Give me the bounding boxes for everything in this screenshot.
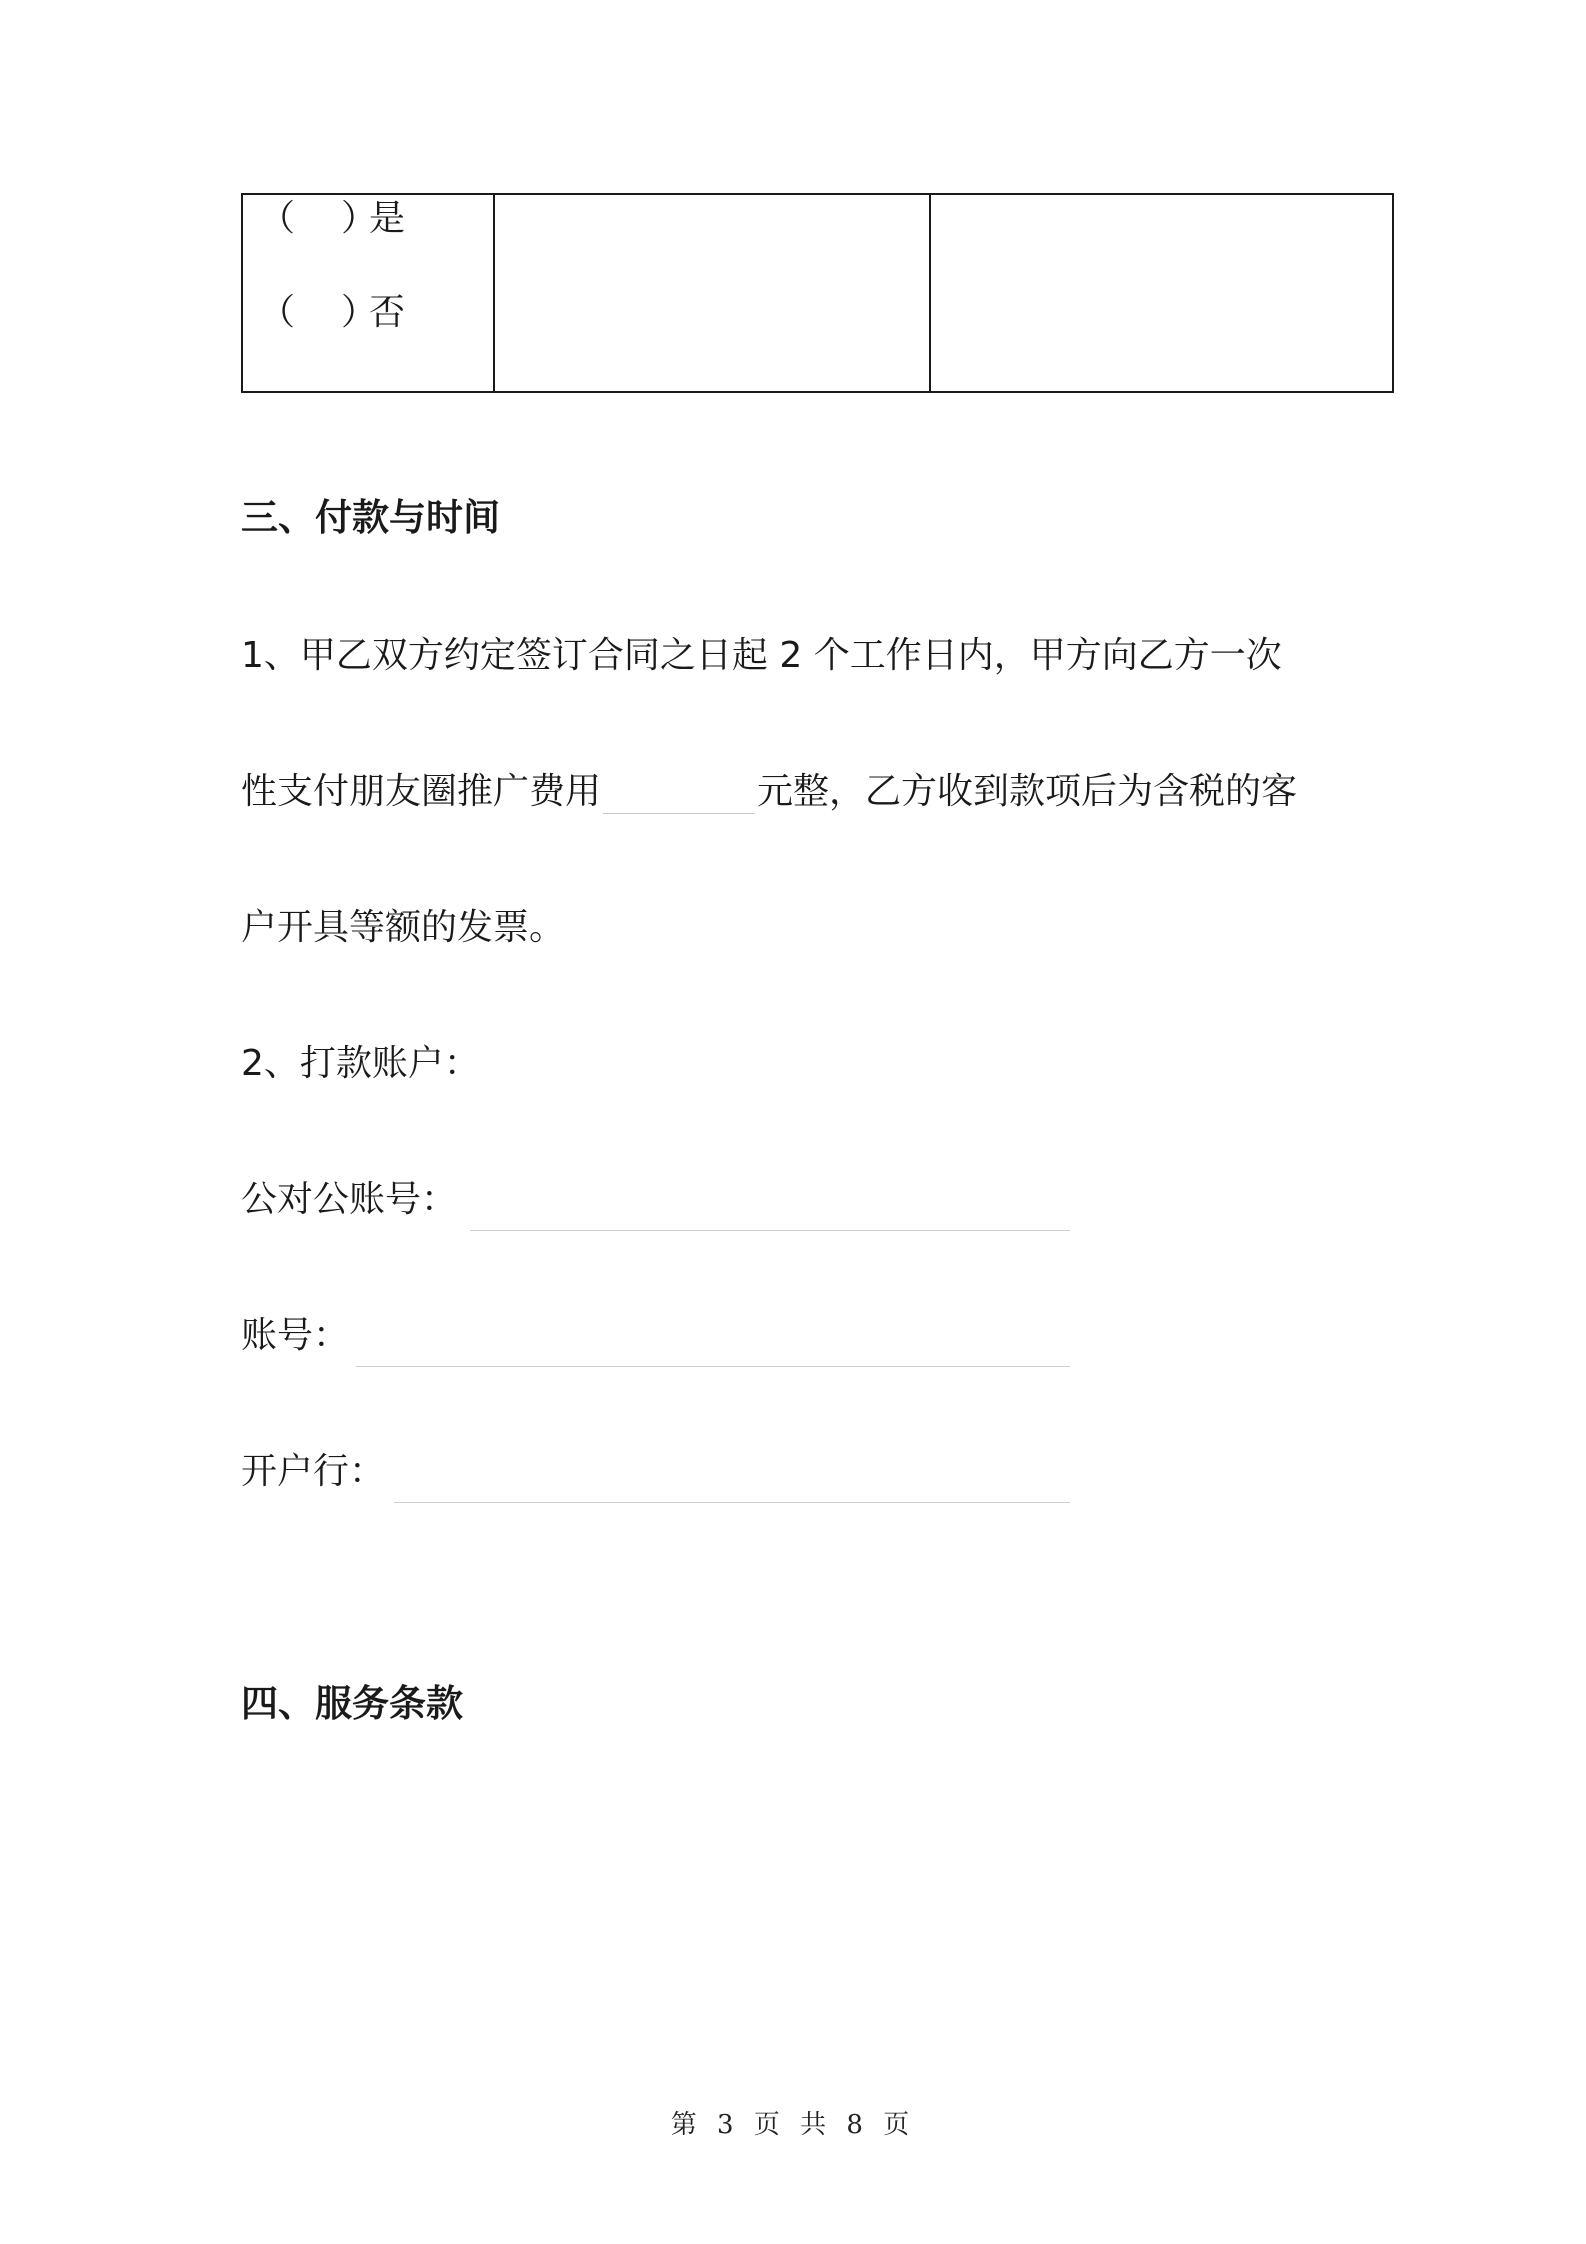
section3-heading: 三、付款与时间 xyxy=(241,496,500,539)
bank-label: 开户行： xyxy=(241,1451,386,1492)
option-no-label: 否 xyxy=(369,292,406,333)
option-yes[interactable] xyxy=(259,199,405,239)
paren-close: ） xyxy=(341,198,378,239)
clause2-label: 2、打款账户： xyxy=(241,1043,480,1084)
section4-heading: 四、服务条款 xyxy=(241,1682,463,1725)
option-yes-label: 是 xyxy=(369,198,406,239)
clause1-line3: 户开具等额的发票。 xyxy=(241,907,566,948)
account-name-field[interactable] xyxy=(470,1230,1070,1231)
clause1-line2-after: 元整，乙方收到款项后为含税的客 xyxy=(757,771,1298,812)
amount-blank[interactable] xyxy=(603,773,755,814)
empty-cell-middle[interactable] xyxy=(494,194,930,392)
paren-open: （ xyxy=(259,198,296,239)
account-name-label: 公对公账号： xyxy=(241,1179,458,1220)
clause1-line2-before: 性支付朋友圈推广费用 xyxy=(241,771,602,812)
empty-cell-right[interactable] xyxy=(930,194,1393,392)
choice-cell xyxy=(242,194,494,392)
option-no[interactable] xyxy=(259,293,405,333)
paren-close: ） xyxy=(341,292,378,333)
account-number-field[interactable] xyxy=(356,1366,1070,1367)
account-number-label: 账号： xyxy=(241,1315,350,1356)
options-table xyxy=(241,193,1394,393)
bank-field[interactable] xyxy=(394,1502,1070,1503)
clause1-line2 xyxy=(241,770,1297,814)
paren-open: （ xyxy=(259,292,296,333)
page-number: 第 3 页 共 8 页 xyxy=(670,2110,916,2140)
clause1-line1: 1、甲乙双方约定签订合同之日起 2 个工作日内，甲方向乙方一次 xyxy=(241,635,1282,676)
